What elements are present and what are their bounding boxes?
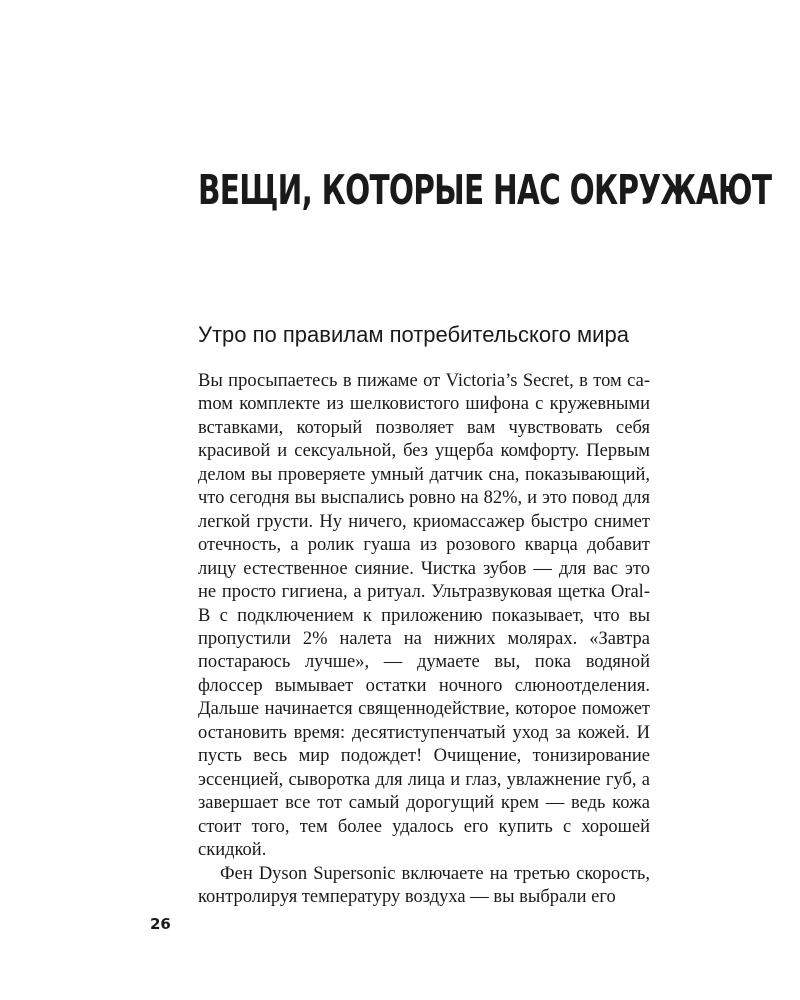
body-text (198, 370, 650, 909)
chapter-title: ВЕЩИ, КОТОРЫЕ НАС ОКРУЖАЮТ (198, 166, 772, 214)
section-title: Утро по правилам потребительского мира (198, 322, 629, 347)
page-number: 26 (150, 915, 171, 933)
paragraph: Вы просыпаетесь в пижаме от Victoria’s Secret, в том саmом комплекте из шелковистого шифона с кружевными вставками, который позволяет вам чувствовать себя красивой и сексуальной, без ущерба комфорту. Первым делом вы проверяете умный датчик сна, показывающий, что сегодня вы выспались ровно на 82%, и это повод для легкой грусти. Ну ничего, криомассажер быстро снимет отечность, а ролик гуаша из розового кварца добавит лицу естественное сияние. Чистка зубов — для вас это не просто гигиена, а ритуал. Ультразвуковая щетка Oral-B с подключением к приложению показывает, что вы пропустили 2% налета на нижних молярах. «Завтра постараюсь лучше», — думаете вы, пока водяной флоссер вымывает остатки ночного слюноотделения. Дальше начинается священнодействие, которое поможет остановить время: десятиступенчатый уход за кожей. И пусть весь мир подождет! Очищение, тонизирование эссенцией, сыворотка для лица и глаз, увлажнение губ, а завершает все тот самый дорогущий крем — ведь кожа стоит того, тем более удалось его купить с хорошей скидкой. (198, 371, 650, 861)
paragraph: Фен Dyson Supersonic включаете на третью скорость, контролируя температуру воздуха — вы выбрали его (198, 863, 650, 907)
